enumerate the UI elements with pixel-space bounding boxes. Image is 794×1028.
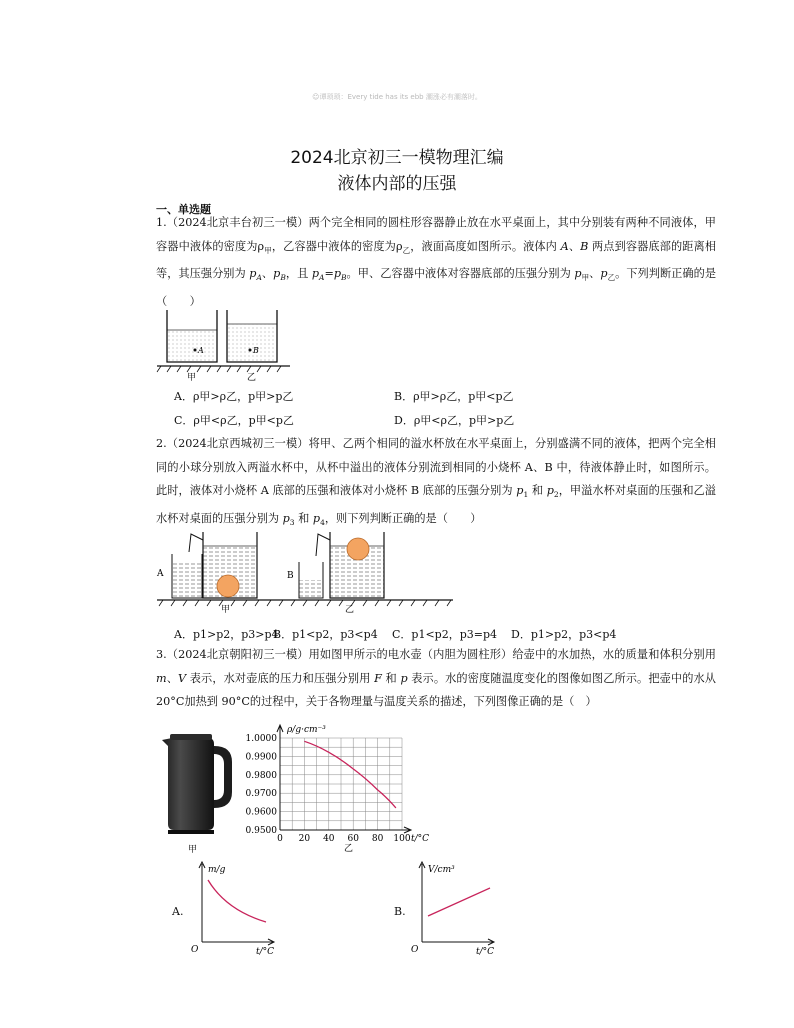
density-chart: [240, 718, 450, 856]
question-2-source: 2.（2024北京西城初三一模）: [156, 437, 309, 450]
q3-option-a-label[interactable]: A.: [172, 905, 184, 918]
figure2-label-jia: 甲: [221, 605, 231, 614]
graph-b-xlabel: t/°C: [476, 947, 495, 957]
q3-option-b-graph[interactable]: [408, 858, 508, 958]
page-title: 2024北京初三一模物理汇编: [290, 148, 504, 168]
question-3-source: 3.（2024北京朝阳初三一模）: [156, 648, 309, 661]
x-tick-label: 0: [277, 834, 283, 844]
q2-option-c[interactable]: C．p1<p2，p3=p4: [392, 628, 498, 641]
figure2-label-yi: 乙: [345, 605, 355, 614]
y-tick-label: 1.0000: [245, 734, 277, 744]
question-3-text: 3.（2024北京朝阳初三一模）用如图甲所示的电水壶（内胆为圆柱形）给壶中的水加热，水的质量和体积分别用 m、V 表示，水对壶底的压力和压强分别用 F 和 p 表示。水的密度随温度变化的图像如图乙所示。把壶中的水从 20°C加热到 90°C的过程中，关于各物理量与温度关系的描述，下列图像正确的是（ ）: [156, 648, 716, 708]
q1-option-d[interactable]: D．ρ甲<ρ乙，p甲>p乙: [394, 414, 515, 427]
question-2-figure: [155, 522, 455, 614]
graph-b-origin: O: [411, 945, 419, 955]
mass-curve: [208, 880, 266, 922]
graph-b-ylabel: V/cm³: [428, 865, 455, 875]
volume-line: [428, 888, 490, 916]
watermark: ☺谭琐琐：Every tide has its ebb 潮涨必有潮落时。: [312, 93, 482, 101]
chart-grid: [280, 738, 402, 830]
cup-a-label: A: [157, 569, 164, 579]
x-tick-label: 80: [371, 834, 384, 844]
y-tick-label: 0.9800: [245, 770, 277, 781]
q3-option-b-label[interactable]: B.: [394, 905, 406, 918]
question-2-text: 2.（2024北京西城初三一模）将甲、乙两个相同的溢水杯放在水平桌面上，分别盛满不同的液体，把两个完全相同的小球分别放入两溢水杯中，从杯中溢出的液体分别流到相同的小烧杯 A、B 中，待液体静止时，如图所示。此时，液体对小烧杯 A 底部的压强和液体对小烧杯 B 底部的压强分别为 $p_1$ 和 $p_2$，甲溢水杯对桌面的压强和乙溢水杯对桌面的压强分别为 $p_3$ 和 $p_4$，则下列判断正确的是（ ）: [156, 437, 716, 527]
figure-label-yi: 乙: [247, 373, 257, 383]
q2-option-d[interactable]: D．p1>p2，p3<p4: [511, 628, 617, 641]
question-1-source: 1.（2024北京丰台初三一模）: [156, 216, 309, 229]
kettle-icon: [162, 738, 214, 830]
chart-ylabel: ρ/g·cm⁻³: [287, 725, 326, 735]
kettle-label-jia: 甲: [188, 845, 198, 855]
q2-option-b[interactable]: B．p1<p2，p3<p4: [273, 628, 378, 641]
x-tick-label: 40: [323, 834, 335, 844]
cup-b-label: B: [287, 571, 294, 581]
q1-option-a[interactable]: A．ρ甲>ρ乙，p甲>p乙: [174, 390, 294, 403]
ball-yi: [347, 538, 369, 560]
q2-option-a[interactable]: A．p1>p2，p3>p4: [174, 628, 279, 641]
x-tick-label: 100: [393, 834, 411, 844]
y-tick-label: 0.9500: [245, 826, 277, 836]
kettle-figure: [158, 728, 238, 856]
page-subtitle: 液体内部的压强: [337, 174, 457, 194]
chart-figure-label-yi: 乙: [344, 844, 354, 854]
figure-label-jia: 甲: [187, 373, 197, 383]
q1-option-c[interactable]: C．ρ甲<ρ乙，p甲<p乙: [174, 414, 294, 427]
ball-jia: [217, 575, 239, 597]
chart-xlabel: t/°C: [411, 834, 430, 844]
graph-a-ylabel: m/g: [208, 865, 226, 875]
point-a-label: A: [198, 346, 204, 355]
x-tick-label: 60: [347, 834, 359, 844]
y-tick-label: 0.9600: [245, 807, 277, 818]
y-tick-label: 0.9900: [245, 752, 277, 763]
point-b-label: B: [253, 346, 259, 355]
q3-option-a-graph[interactable]: [188, 858, 288, 958]
x-tick-label: 20: [298, 834, 311, 844]
graph-a-xlabel: t/°C: [256, 947, 275, 957]
graph-a-origin: O: [191, 945, 199, 955]
q1-option-b[interactable]: B．ρ甲>ρ乙，p甲<p乙: [394, 390, 514, 403]
chart-axes: [277, 725, 411, 833]
question-1-text: 1.（2024北京丰台初三一模）两个完全相同的圆柱形容器静止放在水平桌面上，其中分别装有两种不同液体，甲容器中液体的密度为$\rho_甲$，乙容器中液体的密度为$\rho_乙$，液面高度如图所示。液体内 A、B 两点到容器底部的距离相等，其压强分别为 $p_A$、$p_B$，且 $p_A=p_B$。甲、乙容器中液体对容器底部的压强分别为 $p_甲$、$p_乙$。下列判断正确的是（ ）: [156, 216, 717, 308]
y-tick-label: 0.9700: [245, 789, 277, 800]
question-1-figure: [155, 306, 295, 384]
section-heading: 一、单选题: [156, 203, 211, 216]
